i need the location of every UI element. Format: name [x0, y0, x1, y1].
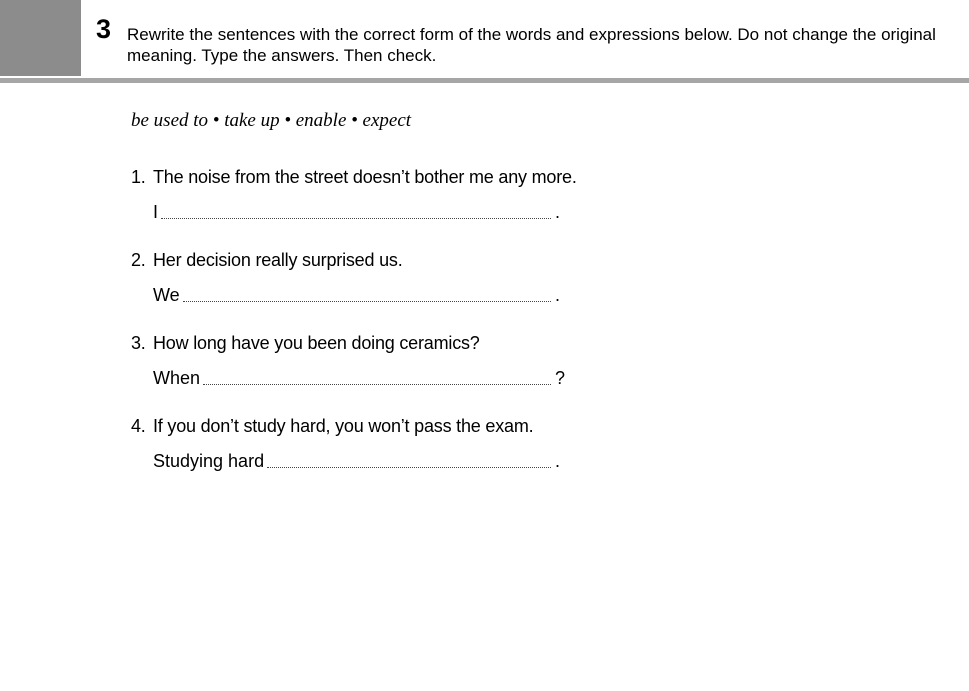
answer-row	[153, 202, 563, 223]
item-sentence: The noise from the street doesn’t bother me any more.	[153, 167, 577, 187]
item-number: 1.	[131, 167, 146, 187]
answer-start-words: I	[153, 202, 159, 222]
answer-start-words: We	[153, 285, 180, 305]
item-prompt	[131, 250, 403, 271]
item-sentence: If you don’t study hard, you won’t pass the exam.	[153, 416, 534, 436]
item-number: 4.	[131, 416, 146, 436]
item-sentence: How long have you been doing ceramics?	[153, 333, 480, 353]
answer-input-3[interactable]	[203, 368, 551, 385]
answer-start-words: When	[153, 368, 201, 388]
header-divider	[0, 78, 969, 83]
word-bank: be used to • take up • enable • expect	[131, 110, 412, 131]
answer-end-punctuation: .	[555, 451, 561, 471]
exercise-item-2	[131, 250, 591, 333]
item-prompt	[131, 416, 533, 437]
item-number: 3.	[131, 333, 146, 353]
item-prompt	[131, 167, 577, 188]
answer-input-4[interactable]	[267, 451, 551, 468]
answer-end-punctuation: .	[555, 285, 561, 305]
answer-input-2[interactable]	[183, 285, 551, 302]
exercise-header	[0, 0, 969, 84]
answer-row	[153, 451, 563, 472]
answer-row	[153, 368, 566, 389]
exercise-item-1	[131, 167, 591, 250]
exercise-item-3	[131, 333, 591, 416]
answer-end-punctuation: ?	[555, 368, 566, 388]
exercise-item-4	[131, 416, 591, 499]
answer-end-punctuation: .	[555, 202, 561, 222]
answer-row	[153, 285, 563, 306]
answer-start-words: Studying hard	[153, 451, 265, 471]
exercise-number: 3	[96, 14, 112, 44]
item-number: 2.	[131, 250, 146, 270]
header-color-block	[0, 0, 81, 76]
item-prompt	[131, 333, 480, 354]
answer-input-1[interactable]	[161, 202, 551, 219]
item-sentence: Her decision really surprised us.	[153, 250, 403, 270]
exercise-items	[131, 167, 591, 499]
exercise-instruction: Rewrite the sentences with the correct form of the words and expressions below. Do not change the original meaning. Type the answers. Then check.	[127, 25, 936, 65]
